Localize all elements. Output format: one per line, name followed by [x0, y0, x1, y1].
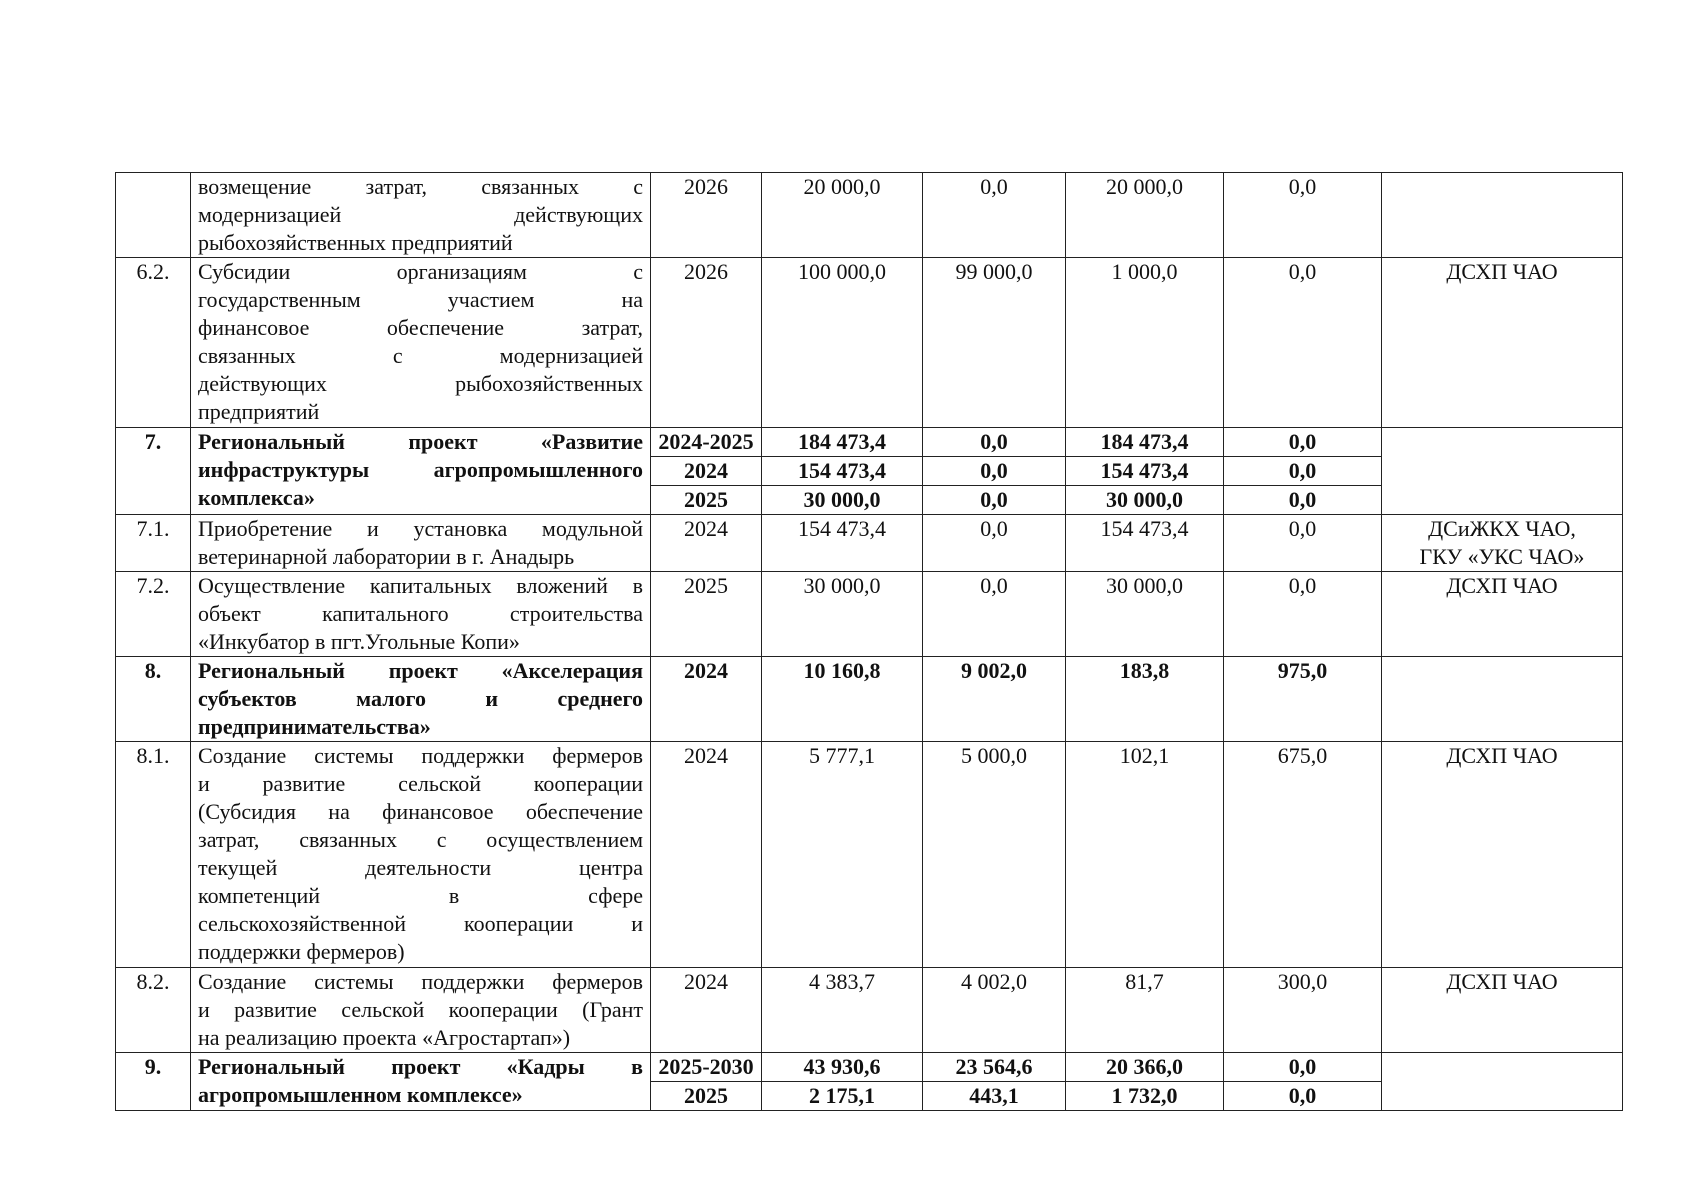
row-federal: 9 002,0: [923, 657, 1066, 742]
row-year: 2024-2025: [651, 428, 762, 457]
row-regional: 183,8: [1066, 657, 1224, 742]
row-federal: 4 002,0: [923, 968, 1066, 1053]
row-regional: 184 473,4: [1066, 428, 1224, 457]
row-executor: [1382, 428, 1623, 515]
row-total: 184 473,4: [762, 428, 923, 457]
row-other: 300,0: [1224, 968, 1382, 1053]
row-regional: 20 000,0: [1066, 173, 1224, 258]
budget-table: [115, 172, 1623, 1111]
row-description: Региональный проект «Акселерация субъектов малого и среднего предпринимательства»: [191, 657, 651, 742]
row-federal: 443,1: [923, 1082, 1066, 1111]
row-executor: ДСХП ЧАО: [1382, 572, 1623, 657]
table-row: [116, 428, 1623, 457]
row-total: 4 383,7: [762, 968, 923, 1053]
row-total: 10 160,8: [762, 657, 923, 742]
row-number: 7.: [116, 428, 191, 515]
row-year: 2024: [651, 515, 762, 572]
row-year: 2025: [651, 1082, 762, 1111]
row-year: 2024: [651, 657, 762, 742]
row-description: Субсидии организациям с государственным участием на финансовое обеспечение затрат, связанных с модернизацией действующих рыбохозяйственных предприятий: [191, 258, 651, 428]
row-other: 0,0: [1224, 428, 1382, 457]
row-regional: 30 000,0: [1066, 572, 1224, 657]
row-year: 2024: [651, 742, 762, 968]
row-year: 2024: [651, 457, 762, 486]
row-federal: 0,0: [923, 428, 1066, 457]
row-total: 2 175,1: [762, 1082, 923, 1111]
row-federal: 0,0: [923, 486, 1066, 515]
table-row: [116, 515, 1623, 572]
row-regional: 1 000,0: [1066, 258, 1224, 428]
table-row: [116, 572, 1623, 657]
row-regional: 1 732,0: [1066, 1082, 1224, 1111]
row-description: Осуществление капитальных вложений в объект капитального строительства «Инкубатор в пгт.Угольные Копи»: [191, 572, 651, 657]
row-year: 2025-2030: [651, 1053, 762, 1082]
row-executor: [1382, 657, 1623, 742]
row-total: 154 473,4: [762, 457, 923, 486]
row-number: 8.2.: [116, 968, 191, 1053]
row-total: 30 000,0: [762, 572, 923, 657]
row-regional: 102,1: [1066, 742, 1224, 968]
row-regional: 81,7: [1066, 968, 1224, 1053]
row-year: 2025: [651, 486, 762, 515]
table-row: [116, 1053, 1623, 1082]
row-regional: 154 473,4: [1066, 457, 1224, 486]
row-description: Создание системы поддержки фермеров и развитие сельской кооперации (Грант на реализацию проекта «Агростартап»): [191, 968, 651, 1053]
row-other: 975,0: [1224, 657, 1382, 742]
row-executor: ДСХП ЧАО: [1382, 742, 1623, 968]
table-row: [116, 173, 1623, 258]
row-executor: [1382, 1053, 1623, 1111]
row-other: 0,0: [1224, 486, 1382, 515]
table-row: [116, 968, 1623, 1053]
row-other: 675,0: [1224, 742, 1382, 968]
row-number: 7.2.: [116, 572, 191, 657]
row-number: 6.2.: [116, 258, 191, 428]
row-federal: 5 000,0: [923, 742, 1066, 968]
row-total: 43 930,6: [762, 1053, 923, 1082]
row-federal: 0,0: [923, 173, 1066, 258]
row-other: 0,0: [1224, 457, 1382, 486]
row-description: Приобретение и установка модульной ветеринарной лаборатории в г. Анадырь: [191, 515, 651, 572]
row-other: 0,0: [1224, 173, 1382, 258]
row-year: 2026: [651, 258, 762, 428]
row-other: 0,0: [1224, 1053, 1382, 1082]
row-year: 2026: [651, 173, 762, 258]
row-other: 0,0: [1224, 572, 1382, 657]
row-executor: [1382, 173, 1623, 258]
row-federal: 99 000,0: [923, 258, 1066, 428]
row-executor: ДСХП ЧАО: [1382, 968, 1623, 1053]
row-federal: 0,0: [923, 515, 1066, 572]
row-regional: 30 000,0: [1066, 486, 1224, 515]
row-executor: ДСХП ЧАО: [1382, 258, 1623, 428]
table-row: [116, 258, 1623, 428]
row-federal: 0,0: [923, 457, 1066, 486]
row-description: возмещение затрат, связанных с модернизацией действующих рыбохозяйственных предприятий: [191, 173, 651, 258]
row-federal: 23 564,6: [923, 1053, 1066, 1082]
row-number: 8.1.: [116, 742, 191, 968]
row-description: Региональный проект «Кадры в агропромышленном комплексе»: [191, 1053, 651, 1111]
row-regional: 154 473,4: [1066, 515, 1224, 572]
row-description: Региональный проект «Развитие инфраструктуры агропромышленного комплекса»: [191, 428, 651, 515]
row-total: 5 777,1: [762, 742, 923, 968]
row-description: Создание системы поддержки фермеров и развитие сельской кооперации (Субсидия на финансовое обеспечение затрат, связанных с осуществлением текущей деятельности центра компетенций в сфере сельскохозяйственной кооперации и поддержки фермеров): [191, 742, 651, 968]
row-year: 2025: [651, 572, 762, 657]
row-regional: 20 366,0: [1066, 1053, 1224, 1082]
row-number: 8.: [116, 657, 191, 742]
row-total: 30 000,0: [762, 486, 923, 515]
row-other: 0,0: [1224, 1082, 1382, 1111]
row-federal: 0,0: [923, 572, 1066, 657]
row-number: 7.1.: [116, 515, 191, 572]
row-year: 2024: [651, 968, 762, 1053]
row-other: 0,0: [1224, 258, 1382, 428]
row-total: 100 000,0: [762, 258, 923, 428]
row-total: 20 000,0: [762, 173, 923, 258]
row-executor: ДСиЖКХ ЧАО, ГКУ «УКС ЧАО»: [1382, 515, 1623, 572]
row-total: 154 473,4: [762, 515, 923, 572]
row-number: 9.: [116, 1053, 191, 1111]
table-row: [116, 742, 1623, 968]
row-number: [116, 173, 191, 258]
table-row: [116, 657, 1623, 742]
row-other: 0,0: [1224, 515, 1382, 572]
